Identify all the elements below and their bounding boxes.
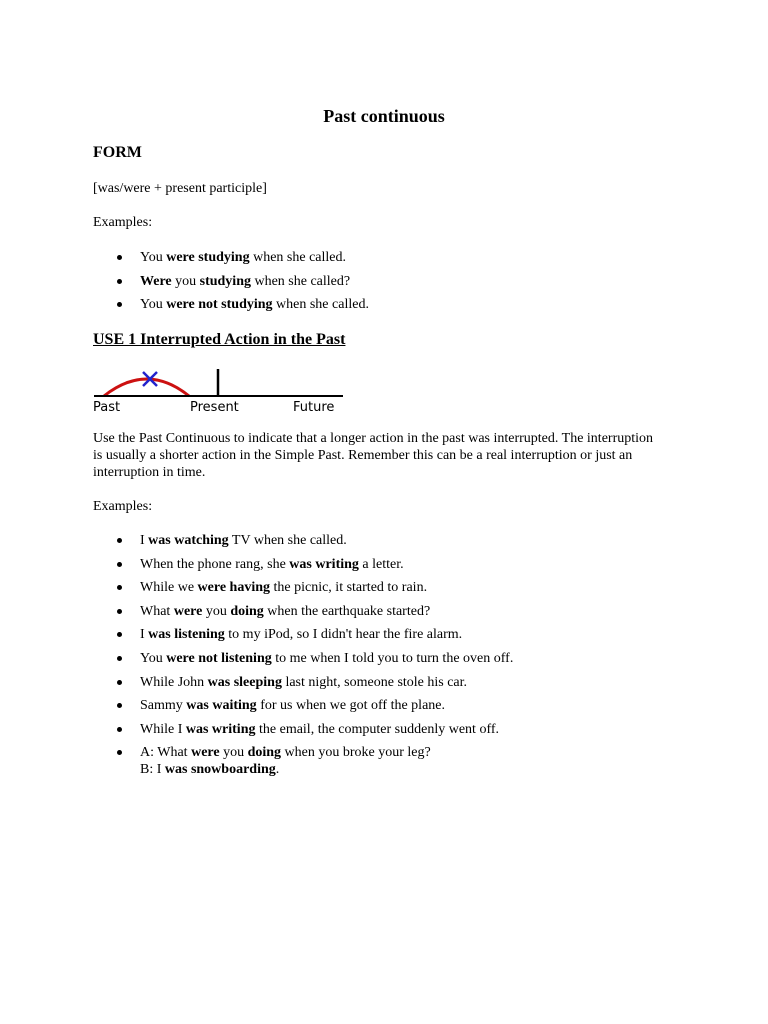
example-line [140,626,513,643]
verb-phrase: studying [199,273,251,289]
use1-examples-label: Examples: [93,499,153,514]
sentence-text: when she called. [272,297,369,313]
use1-example-item [93,532,513,556]
verb-phrase: were having [197,580,270,596]
verb-phrase: Were [140,273,172,289]
sentence-text: While John [140,674,208,690]
verb-phrase: was listening [148,627,225,643]
sentence-text: the email, the computer suddenly went off. [255,721,500,737]
example-line [140,744,513,761]
sentence-text: While we [140,580,198,596]
form-example-item [93,249,369,273]
use1-example-item [93,603,513,627]
use1-example-item [93,721,513,745]
form-example-item [93,296,369,320]
verb-phrase: was sleeping [207,674,282,690]
form-heading: FORM [93,144,142,161]
timeline-label-present: Present [190,400,239,415]
sentence-text: to my iPod, so I didn't hear the fire alarm. [224,627,463,643]
use1-example-item [93,697,513,721]
use1-example-item [93,579,513,603]
sentence-text: When the phone rang, she [140,556,290,572]
verb-phrase: was watching [148,533,229,548]
verb-phrase: doing [247,745,282,761]
sentence-text: a letter. [358,556,404,572]
sentence-text: You [140,250,167,265]
sentence-text: Sammy [140,698,187,714]
sentence-text: you [202,603,231,619]
verb-phrase: was writing [185,721,256,737]
sentence-text: you [219,745,248,761]
use1-description: Use the Past Continuous to indicate that a longer action in the past was interrupted. The interruption is usually a shorter action in the Simple Past. Remember this can be a real interruption or just an interruption in time. [93,431,654,480]
form-examples-list [93,249,369,320]
sentence-text: for us when we got off the plane. [256,698,445,714]
use1-heading: USE 1 Interrupted Action in the Past [93,331,346,348]
verb-phrase: were [173,603,203,619]
use1-example-item [93,626,513,650]
use1-examples-list [93,532,513,784]
sentence-text: I [140,533,149,548]
sentence-text: I [140,627,149,643]
timeline-label-future: Future [293,400,335,415]
example-line [140,761,513,778]
sentence-text: B: I [140,762,165,778]
sentence-text: A: What [140,745,192,761]
timeline-label-past: Past [93,400,121,415]
use1-example-item [93,556,513,580]
sentence-text: when she called? [250,273,351,289]
example-line [140,579,513,596]
use1-example-item [93,674,513,698]
sentence-text: to me when I told you to turn the oven off. [271,650,514,666]
form-example-item [93,273,369,297]
sentence-text: . [275,762,280,778]
example-line [140,556,513,573]
sentence-text: TV when she called. [228,533,347,548]
verb-phrase: were [191,745,220,761]
form-formula: [was/were + present participle] [93,181,267,196]
sentence-text: While I [140,721,186,737]
use1-example-item [93,650,513,674]
sentence-text: when she called. [249,250,346,265]
timeline-diagram [92,364,352,416]
example-line [140,697,513,714]
example-line [140,650,513,667]
verb-phrase: were studying [166,250,250,265]
sentence-text: you [171,273,200,289]
form-examples-label: Examples: [93,215,153,230]
sentence-text: when the earthquake started? [263,603,431,619]
verb-phrase: was snowboarding [164,762,276,778]
sentence-text: You [140,297,167,313]
verb-phrase: were not listening [166,650,272,666]
example-line [140,532,513,549]
example-line [140,603,513,620]
sentence-text: last night, someone stole his car. [281,674,468,690]
sentence-text: when you broke your leg? [281,745,431,761]
verb-phrase: doing [230,603,264,619]
verb-phrase: was waiting [186,698,257,714]
sentence-text: What [140,603,174,619]
sentence-text: You [140,650,167,666]
verb-phrase: were not studying [166,297,273,313]
page-title: Past continuous [323,106,445,126]
example-line [140,674,513,691]
example-line [140,721,513,738]
verb-phrase: was writing [289,556,359,572]
sentence-text: the picnic, it started to rain. [270,580,428,596]
use1-example-item [93,744,513,784]
